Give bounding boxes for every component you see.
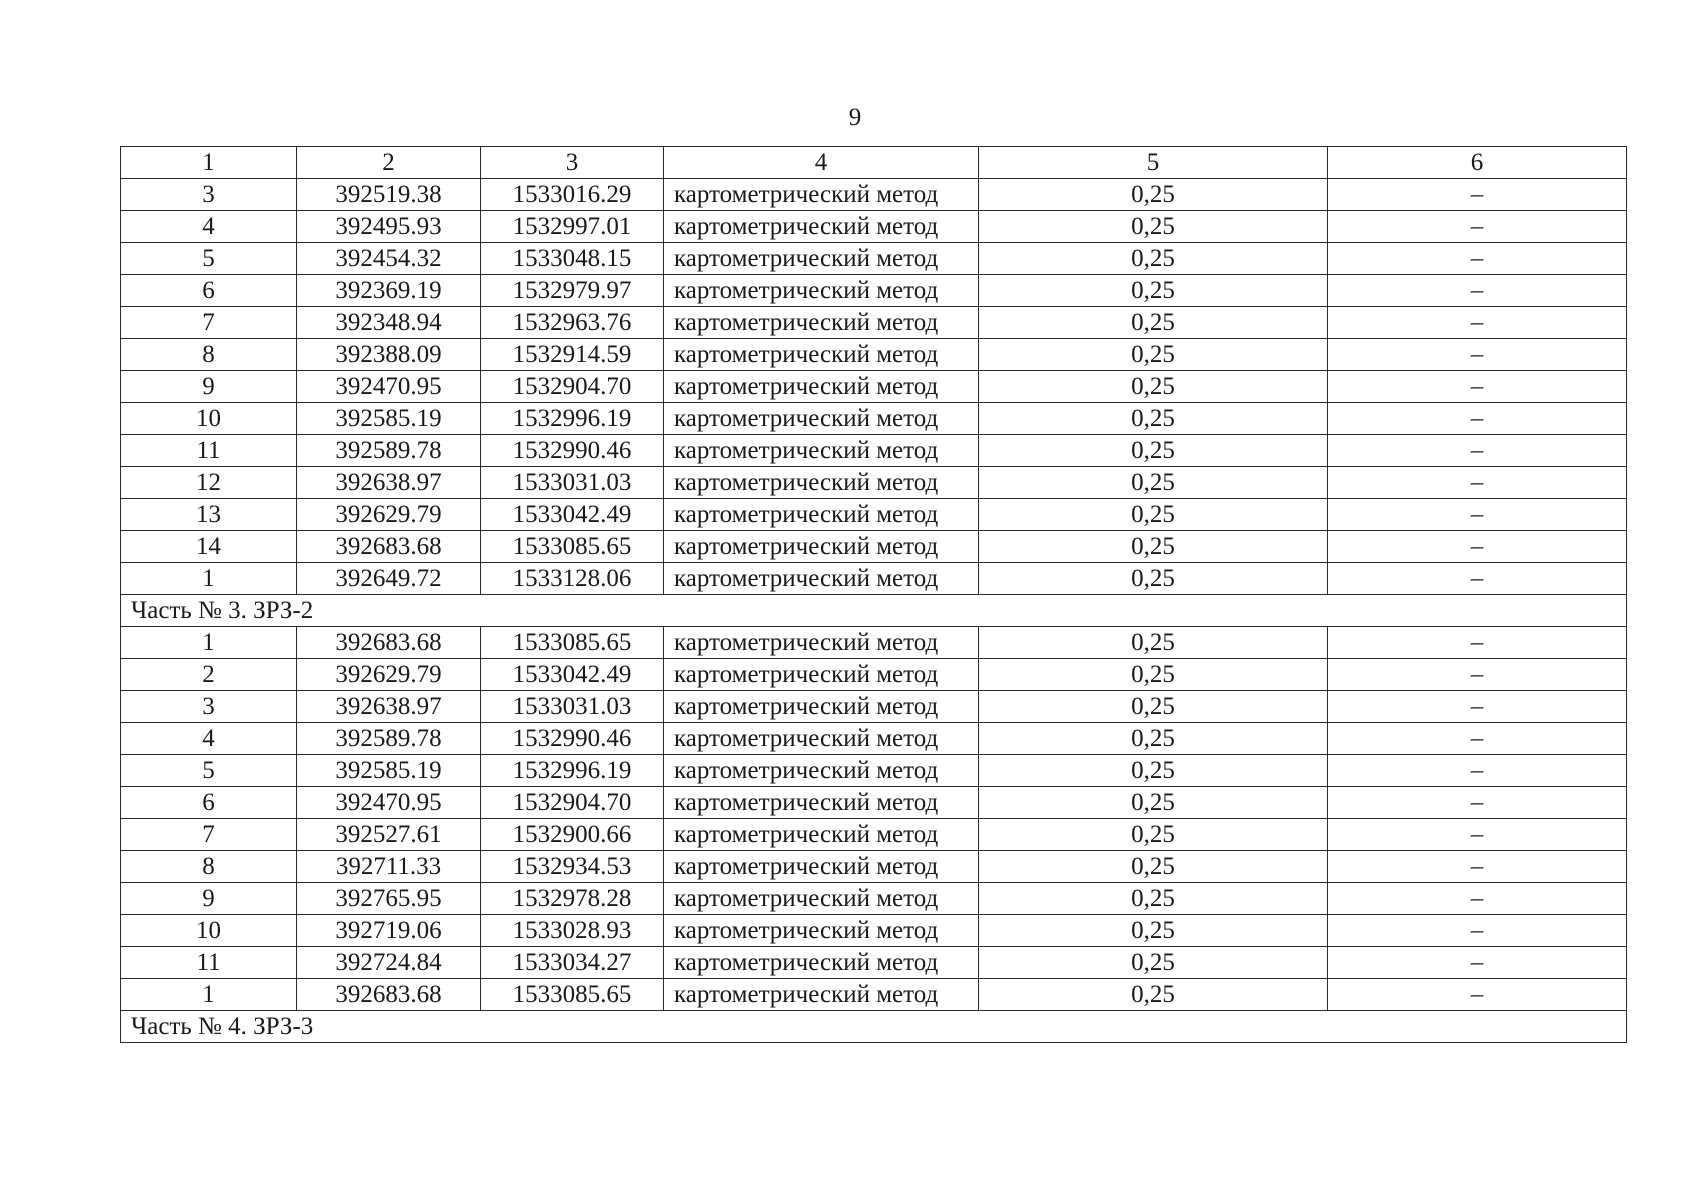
accuracy-cell: 0,25 <box>979 211 1328 243</box>
table-row <box>121 915 1627 947</box>
note-cell: – <box>1328 851 1627 883</box>
accuracy-cell: 0,25 <box>979 499 1328 531</box>
accuracy-cell: 0,25 <box>979 851 1328 883</box>
accuracy-cell: 0,25 <box>979 819 1328 851</box>
table-row <box>121 755 1627 787</box>
y-coordinate-cell: 1533028.93 <box>481 915 664 947</box>
x-coordinate-cell: 392683.68 <box>297 531 481 563</box>
y-coordinate-cell: 1532934.53 <box>481 851 664 883</box>
x-coordinate-cell: 392629.79 <box>297 659 481 691</box>
method-cell: картометрический метод <box>664 627 979 659</box>
table-row <box>121 307 1627 339</box>
point-number-cell: 14 <box>121 531 297 563</box>
accuracy-cell: 0,25 <box>979 307 1328 339</box>
accuracy-cell: 0,25 <box>979 435 1328 467</box>
x-coordinate-cell: 392585.19 <box>297 755 481 787</box>
note-cell: – <box>1328 499 1627 531</box>
note-cell: – <box>1328 211 1627 243</box>
point-number-cell: 7 <box>121 307 297 339</box>
y-coordinate-cell: 1533016.29 <box>481 179 664 211</box>
y-coordinate-cell: 1532990.46 <box>481 435 664 467</box>
note-cell: – <box>1328 243 1627 275</box>
y-coordinate-cell: 1533085.65 <box>481 531 664 563</box>
x-coordinate-cell: 392454.32 <box>297 243 481 275</box>
point-number-cell: 1 <box>121 627 297 659</box>
header-cell-5: 5 <box>979 147 1328 179</box>
section-row <box>121 595 1627 627</box>
method-cell: картометрический метод <box>664 659 979 691</box>
method-cell: картометрический метод <box>664 371 979 403</box>
note-cell: – <box>1328 979 1627 1011</box>
y-coordinate-cell: 1533085.65 <box>481 979 664 1011</box>
method-cell: картометрический метод <box>664 947 979 979</box>
table-row <box>121 179 1627 211</box>
method-cell: картометрический метод <box>664 755 979 787</box>
x-coordinate-cell: 392585.19 <box>297 403 481 435</box>
note-cell: – <box>1328 403 1627 435</box>
y-coordinate-cell: 1532997.01 <box>481 211 664 243</box>
method-cell: картометрический метод <box>664 723 979 755</box>
x-coordinate-cell: 392369.19 <box>297 275 481 307</box>
y-coordinate-cell: 1532900.66 <box>481 819 664 851</box>
point-number-cell: 4 <box>121 211 297 243</box>
method-cell: картометрический метод <box>664 403 979 435</box>
header-cell-6: 6 <box>1328 147 1627 179</box>
point-number-cell: 7 <box>121 819 297 851</box>
method-cell: картометрический метод <box>664 211 979 243</box>
table-row <box>121 531 1627 563</box>
header-row <box>121 147 1627 179</box>
y-coordinate-cell: 1533034.27 <box>481 947 664 979</box>
accuracy-cell: 0,25 <box>979 787 1328 819</box>
method-cell: картометрический метод <box>664 531 979 563</box>
x-coordinate-cell: 392348.94 <box>297 307 481 339</box>
y-coordinate-cell: 1533042.49 <box>481 499 664 531</box>
y-coordinate-cell: 1532978.28 <box>481 883 664 915</box>
note-cell: – <box>1328 179 1627 211</box>
x-coordinate-cell: 392683.68 <box>297 979 481 1011</box>
note-cell: – <box>1328 787 1627 819</box>
accuracy-cell: 0,25 <box>979 467 1328 499</box>
table-row <box>121 723 1627 755</box>
point-number-cell: 13 <box>121 499 297 531</box>
x-coordinate-cell: 392719.06 <box>297 915 481 947</box>
accuracy-cell: 0,25 <box>979 979 1328 1011</box>
y-coordinate-cell: 1532990.46 <box>481 723 664 755</box>
y-coordinate-cell: 1532963.76 <box>481 307 664 339</box>
section-title: Часть № 3. ЗРЗ-2 <box>121 595 1627 627</box>
note-cell: – <box>1328 883 1627 915</box>
method-cell: картометрический метод <box>664 435 979 467</box>
accuracy-cell: 0,25 <box>979 627 1328 659</box>
method-cell: картометрический метод <box>664 467 979 499</box>
y-coordinate-cell: 1533031.03 <box>481 691 664 723</box>
point-number-cell: 10 <box>121 915 297 947</box>
table-row <box>121 211 1627 243</box>
accuracy-cell: 0,25 <box>979 915 1328 947</box>
x-coordinate-cell: 392495.93 <box>297 211 481 243</box>
table-row <box>121 275 1627 307</box>
point-number-cell: 12 <box>121 467 297 499</box>
accuracy-cell: 0,25 <box>979 243 1328 275</box>
note-cell: – <box>1328 819 1627 851</box>
x-coordinate-cell: 392638.97 <box>297 467 481 499</box>
point-number-cell: 1 <box>121 563 297 595</box>
table-row <box>121 403 1627 435</box>
note-cell: – <box>1328 371 1627 403</box>
accuracy-cell: 0,25 <box>979 371 1328 403</box>
x-coordinate-cell: 392589.78 <box>297 435 481 467</box>
y-coordinate-cell: 1532914.59 <box>481 339 664 371</box>
note-cell: – <box>1328 627 1627 659</box>
page-number: 9 <box>848 104 862 131</box>
point-number-cell: 11 <box>121 435 297 467</box>
accuracy-cell: 0,25 <box>979 659 1328 691</box>
point-number-cell: 11 <box>121 947 297 979</box>
point-number-cell: 3 <box>121 179 297 211</box>
table-row <box>121 243 1627 275</box>
x-coordinate-cell: 392388.09 <box>297 339 481 371</box>
section-row <box>121 1011 1627 1043</box>
method-cell: картометрический метод <box>664 339 979 371</box>
point-number-cell: 3 <box>121 691 297 723</box>
accuracy-cell: 0,25 <box>979 179 1328 211</box>
note-cell: – <box>1328 275 1627 307</box>
note-cell: – <box>1328 339 1627 371</box>
point-number-cell: 8 <box>121 851 297 883</box>
accuracy-cell: 0,25 <box>979 883 1328 915</box>
method-cell: картометрический метод <box>664 243 979 275</box>
table-row <box>121 883 1627 915</box>
y-coordinate-cell: 1533031.03 <box>481 467 664 499</box>
note-cell: – <box>1328 915 1627 947</box>
x-coordinate-cell: 392589.78 <box>297 723 481 755</box>
method-cell: картометрический метод <box>664 979 979 1011</box>
y-coordinate-cell: 1532904.70 <box>481 787 664 819</box>
y-coordinate-cell: 1532996.19 <box>481 403 664 435</box>
method-cell: картометрический метод <box>664 563 979 595</box>
note-cell: – <box>1328 467 1627 499</box>
table-row <box>121 467 1627 499</box>
note-cell: – <box>1328 435 1627 467</box>
x-coordinate-cell: 392629.79 <box>297 499 481 531</box>
point-number-cell: 1 <box>121 979 297 1011</box>
method-cell: картометрический метод <box>664 787 979 819</box>
method-cell: картометрический метод <box>664 307 979 339</box>
table-body <box>121 147 1627 1043</box>
table-row <box>121 659 1627 691</box>
y-coordinate-cell: 1533085.65 <box>481 627 664 659</box>
point-number-cell: 5 <box>121 243 297 275</box>
x-coordinate-cell: 392711.33 <box>297 851 481 883</box>
accuracy-cell: 0,25 <box>979 339 1328 371</box>
table-row <box>121 979 1627 1011</box>
table-row <box>121 691 1627 723</box>
accuracy-cell: 0,25 <box>979 403 1328 435</box>
y-coordinate-cell: 1533048.15 <box>481 243 664 275</box>
accuracy-cell: 0,25 <box>979 531 1328 563</box>
accuracy-cell: 0,25 <box>979 563 1328 595</box>
point-number-cell: 10 <box>121 403 297 435</box>
header-cell-3: 3 <box>481 147 664 179</box>
header-cell-1: 1 <box>121 147 297 179</box>
point-number-cell: 9 <box>121 371 297 403</box>
point-number-cell: 4 <box>121 723 297 755</box>
table-row <box>121 819 1627 851</box>
accuracy-cell: 0,25 <box>979 691 1328 723</box>
header-cell-2: 2 <box>297 147 481 179</box>
y-coordinate-cell: 1532979.97 <box>481 275 664 307</box>
note-cell: – <box>1328 531 1627 563</box>
note-cell: – <box>1328 723 1627 755</box>
x-coordinate-cell: 392527.61 <box>297 819 481 851</box>
table-row <box>121 851 1627 883</box>
point-number-cell: 8 <box>121 339 297 371</box>
table-row <box>121 371 1627 403</box>
x-coordinate-cell: 392649.72 <box>297 563 481 595</box>
method-cell: картометрический метод <box>664 883 979 915</box>
x-coordinate-cell: 392470.95 <box>297 787 481 819</box>
accuracy-cell: 0,25 <box>979 723 1328 755</box>
x-coordinate-cell: 392765.95 <box>297 883 481 915</box>
note-cell: – <box>1328 947 1627 979</box>
x-coordinate-cell: 392724.84 <box>297 947 481 979</box>
y-coordinate-cell: 1532904.70 <box>481 371 664 403</box>
accuracy-cell: 0,25 <box>979 275 1328 307</box>
y-coordinate-cell: 1533128.06 <box>481 563 664 595</box>
point-number-cell: 6 <box>121 275 297 307</box>
table-row <box>121 435 1627 467</box>
method-cell: картометрический метод <box>664 499 979 531</box>
y-coordinate-cell: 1533042.49 <box>481 659 664 691</box>
point-number-cell: 2 <box>121 659 297 691</box>
x-coordinate-cell: 392683.68 <box>297 627 481 659</box>
note-cell: – <box>1328 307 1627 339</box>
y-coordinate-cell: 1532996.19 <box>481 755 664 787</box>
note-cell: – <box>1328 691 1627 723</box>
coordinates-table <box>120 146 1627 1043</box>
method-cell: картометрический метод <box>664 179 979 211</box>
method-cell: картометрический метод <box>664 275 979 307</box>
x-coordinate-cell: 392519.38 <box>297 179 481 211</box>
point-number-cell: 6 <box>121 787 297 819</box>
method-cell: картометрический метод <box>664 851 979 883</box>
table-row <box>121 339 1627 371</box>
table-row <box>121 947 1627 979</box>
x-coordinate-cell: 392638.97 <box>297 691 481 723</box>
note-cell: – <box>1328 659 1627 691</box>
method-cell: картометрический метод <box>664 691 979 723</box>
accuracy-cell: 0,25 <box>979 947 1328 979</box>
point-number-cell: 5 <box>121 755 297 787</box>
accuracy-cell: 0,25 <box>979 755 1328 787</box>
table-row <box>121 787 1627 819</box>
table-row <box>121 563 1627 595</box>
table-row <box>121 627 1627 659</box>
section-title: Часть № 4. ЗРЗ-3 <box>121 1011 1627 1043</box>
point-number-cell: 9 <box>121 883 297 915</box>
note-cell: – <box>1328 563 1627 595</box>
table-row <box>121 499 1627 531</box>
method-cell: картометрический метод <box>664 915 979 947</box>
x-coordinate-cell: 392470.95 <box>297 371 481 403</box>
header-cell-4: 4 <box>664 147 979 179</box>
method-cell: картометрический метод <box>664 819 979 851</box>
note-cell: – <box>1328 755 1627 787</box>
